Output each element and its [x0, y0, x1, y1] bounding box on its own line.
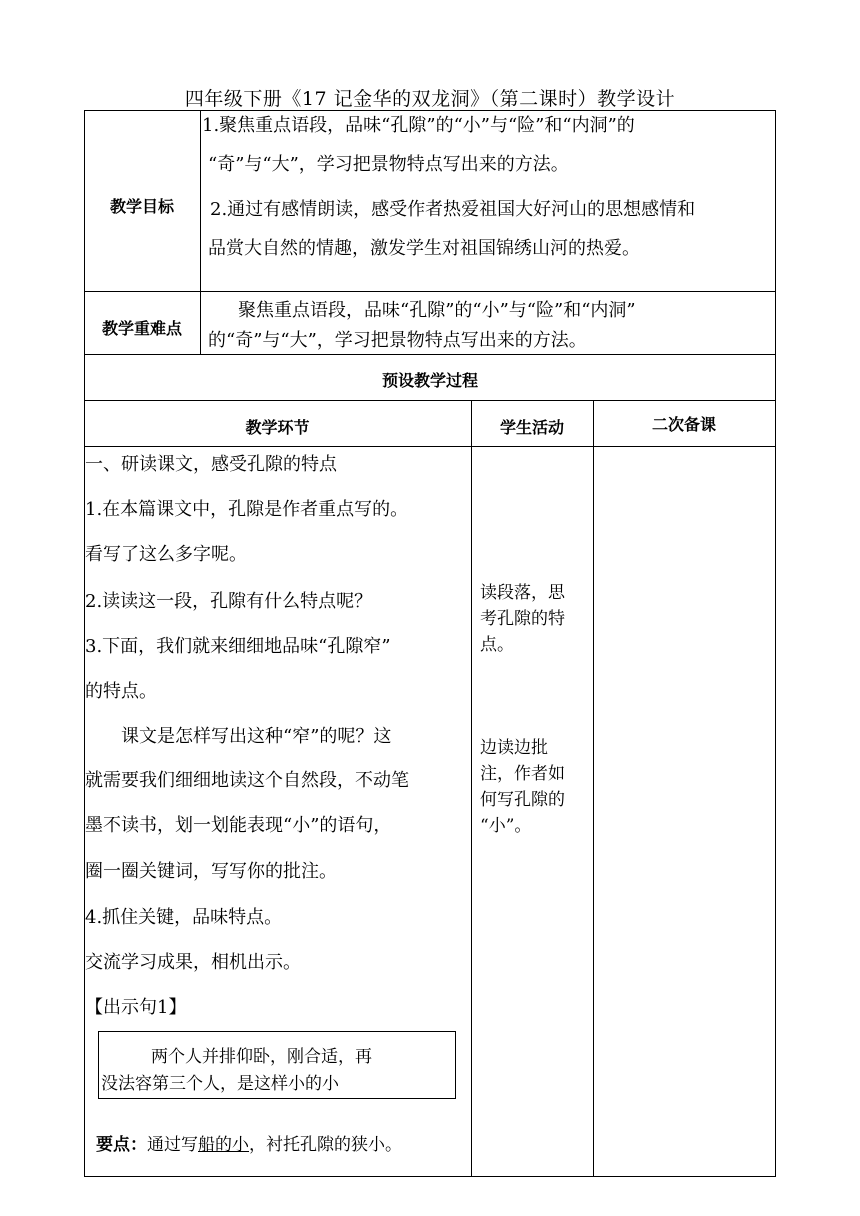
quote-line-1: 两个人并排仰卧，刚合适，再	[151, 1047, 372, 1067]
step-3-line-2: 的特点。	[85, 681, 157, 702]
objective-1-line-2: “奇”与“大”，学习把景物特点写出来的方法。	[208, 154, 569, 175]
step-3-line-1: 3.下面，我们就来细细地品味“孔隙窄”	[85, 636, 391, 657]
document-title: 四年级下册《17 记金华的双龙洞》（第二课时）教学设计	[184, 88, 676, 110]
activity-2-line-1: 边读边批	[480, 738, 548, 758]
process-heading: 预设教学过程	[381, 371, 478, 390]
key-point-post: ，衬托孔隙的狭小。	[249, 1135, 402, 1155]
objective-2-line-2: 品赏大自然的情趣，激发学生对祖国锦绣山河的热爱。	[208, 238, 640, 259]
column-header-teaching-steps: 教学环节	[245, 418, 310, 437]
paragraph-line-3: 墨不读书，划一划能表现“小”的语句，	[85, 815, 392, 836]
step-2: 2.读读这一段，孔隙有什么特点呢？	[85, 591, 373, 612]
step-1-line-2: 看写了这么多字呢。	[85, 544, 247, 565]
example-label: 【出示句1】	[85, 997, 187, 1018]
activity-2-line-2: 注，作者如	[480, 764, 565, 784]
step-4: 4.抓住关键，品味特点。	[85, 907, 283, 928]
objectives-label: 教学目标	[109, 197, 174, 216]
key-point-label: 要点：	[96, 1135, 147, 1155]
step-1-line-1: 1.在本篇课文中，孔隙是作者重点写的。	[85, 499, 409, 520]
activity-1-line-2: 考孔隙的特	[480, 609, 565, 629]
paragraph-line-4: 圈一圈关键词，写写你的批注。	[85, 861, 337, 882]
column-header-second-prep: 二次备课	[651, 415, 716, 434]
key-point-pre: 通过写	[147, 1135, 198, 1155]
activity-1-line-1: 读段落，思	[480, 583, 565, 603]
activity-2-line-4: “小”。	[480, 816, 532, 836]
quote-line-2: 没法容第三个人，是这样小的小	[101, 1074, 339, 1094]
key-point-underlined: 船的小	[198, 1135, 249, 1155]
key-points-label: 教学重难点	[101, 319, 182, 338]
section-heading: 一、研读课文，感受孔隙的特点	[85, 454, 337, 475]
step-4-line-2: 交流学习成果，相机出示。	[85, 952, 301, 973]
activity-2-line-3: 何写孔隙的	[480, 790, 565, 810]
key-points-line-1: 聚焦重点语段，品味“孔隙”的“小”与“险”和“内洞”	[238, 300, 636, 321]
key-points-line-2: 的“奇”与“大”，学习把景物特点写出来的方法。	[208, 330, 587, 351]
paragraph-line-2: 就需要我们细细地读这个自然段，不动笔	[85, 770, 409, 791]
activity-2	[480, 735, 590, 839]
quote-box	[98, 1031, 456, 1099]
column-header-student-activity: 学生活动	[499, 418, 564, 437]
key-point-note	[96, 1130, 402, 1155]
objective-1-line-1: 1.聚焦重点语段，品味“孔隙”的“小”与“险”和“内洞”的	[202, 115, 635, 136]
activity-1-line-3: 点。	[480, 635, 514, 655]
objective-2-line-1: 2.通过有感情朗读，感受作者热爱祖国大好河山的思想感情和	[210, 199, 696, 220]
paragraph-line-1: 课文是怎样写出这种“窄”的呢？这	[121, 726, 392, 747]
activity-1	[480, 580, 590, 658]
